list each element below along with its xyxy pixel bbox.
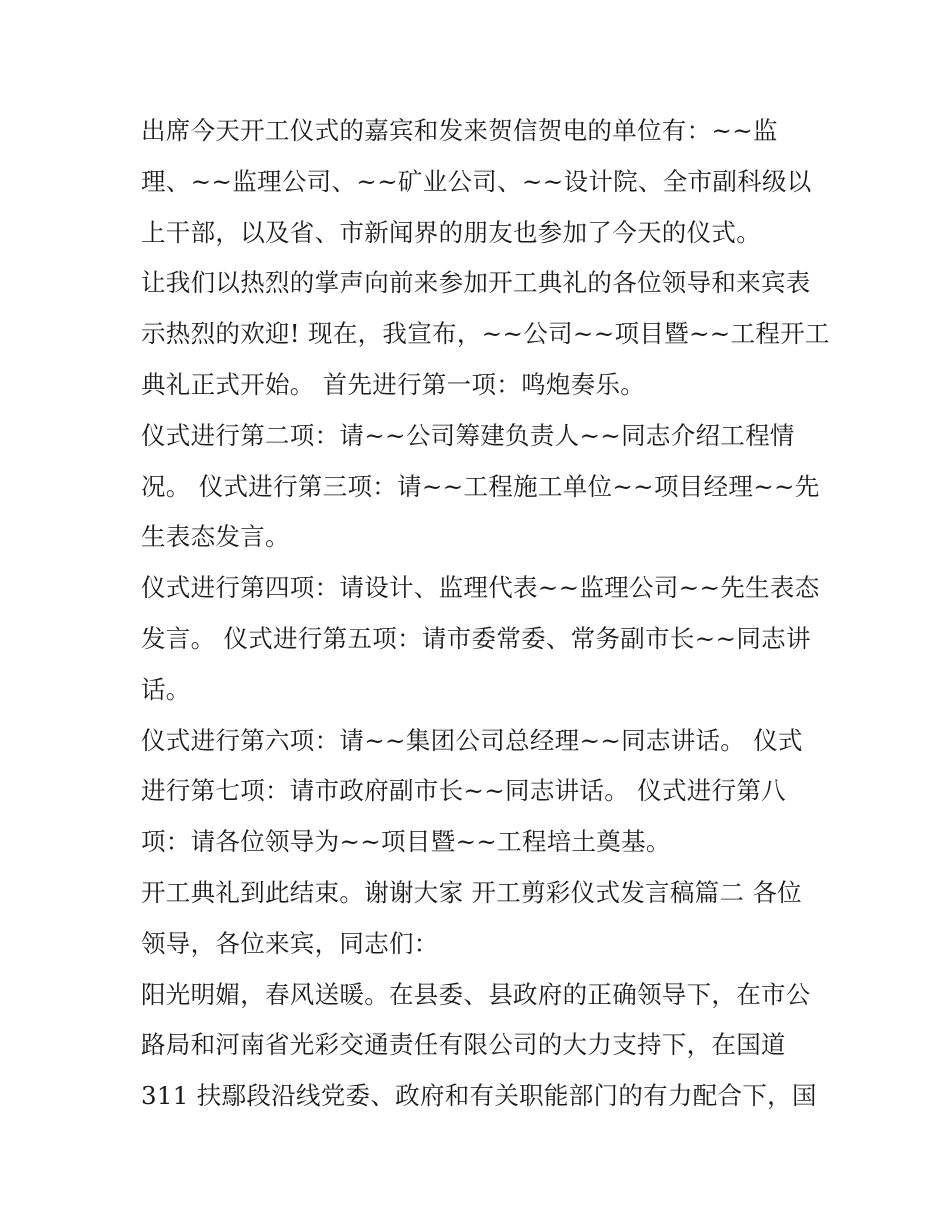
text-line: 上干部，以及省、市新闻界的朋友也参加了今天的仪式。	[141, 217, 761, 247]
text-line: 仪式进行第六项：请~~集团公司总经理~~同志讲话。 仪式	[141, 725, 803, 755]
text-line: 阳光明媚，春风送暖。在县委、县政府的正确领导下，在市公	[141, 979, 811, 1009]
text-line: 话。	[141, 674, 191, 704]
text-line: 发言。 仪式进行第五项：请市委常委、常务副市长~~同志讲	[141, 623, 811, 653]
text-line: 示热烈的欢迎! 现在，我宣布，~~公司~~项目暨~~工程开工	[141, 319, 830, 349]
text-line: 生表态发言。	[141, 522, 290, 552]
text-line: 让我们以热烈的掌声向前来参加开工典礼的各位领导和来宾表	[141, 268, 811, 298]
text-line: 领导，各位来宾，同志们：	[141, 928, 439, 958]
text-line: 况。 仪式进行第三项：请~~工程施工单位~~项目经理~~先	[141, 471, 820, 501]
text-line: 311 扶鄢段沿线党委、政府和有关职能部门的有力配合下，国	[141, 1081, 817, 1111]
text-line: 典礼正式开始。 首先进行第一项：鸣炮奏乐。	[141, 369, 646, 399]
text-line: 仪式进行第四项：请设计、监理代表~~监理公司~~先生表态	[141, 573, 820, 603]
text-line: 仪式进行第二项：请~~公司筹建负责人~~同志介绍工程情	[141, 420, 795, 450]
text-line: 项：请各位领导为~~项目暨~~工程培土奠基。	[141, 827, 671, 857]
text-line: 进行第七项：请市政府副市长~~同志讲话。 仪式进行第八	[141, 776, 786, 806]
text-line: 路局和河南省光彩交通责任有限公司的大力支持下，在国道	[141, 1030, 786, 1060]
text-line: 理、~~监理公司、~~矿业公司、~~设计院、全市副科级以	[141, 166, 812, 196]
body-text	[141, 106, 830, 1122]
text-line: 出席今天开工仪式的嘉宾和发来贺信贺电的单位有：~~监	[141, 116, 778, 145]
text-line: 开工典礼到此结束。谢谢大家 开工剪彩仪式发言稿篇二 各位	[141, 877, 802, 907]
